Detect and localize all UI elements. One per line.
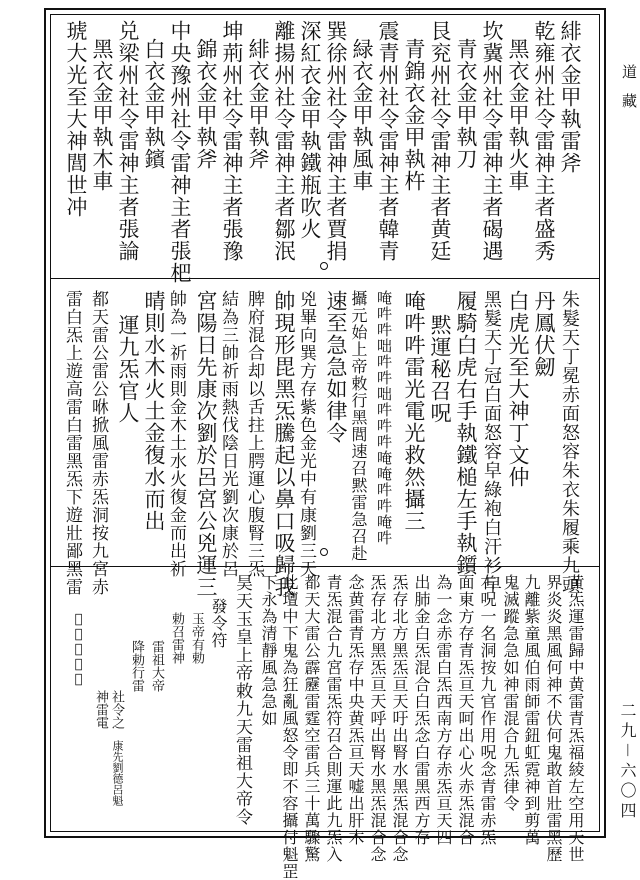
text-column: 運九炁官人 <box>116 314 140 424</box>
text-column: 坤荊州社令雷神主者張豫 <box>220 20 244 262</box>
text-column: 速至急急如律令 <box>324 290 348 444</box>
text-column: 黑髮天丁冠白面怒容皁綠袍白汗衫皁 <box>481 290 502 594</box>
text-column: 坎冀州社令雷神主者碣遇 <box>480 20 504 262</box>
text-column: 宮陽日先康次劉於呂宮公兇運三 <box>194 290 218 598</box>
text-column: 緋衣金甲執雷斧 <box>558 20 582 174</box>
text-column: 錦衣金甲執斧 <box>194 38 218 170</box>
text-column: 青炁混合九宮雷炁符召合則運此九炁入 <box>324 574 343 863</box>
page-number: 二九－六〇四 <box>618 702 637 823</box>
text-column: 都天雷公雷公咻掀風雷赤炁洞按九宮赤 <box>88 290 108 596</box>
text-column: 帥現形毘黑炁騰起以鼻口吸歸我 <box>272 290 296 598</box>
text-column: 面東方存青炁亘天呵出心火赤炁混合 <box>456 574 475 846</box>
text-column: 履騎白虎右手執鐵槌左手執鑕 <box>454 290 478 576</box>
text-column: 唵吽吽雷光電光救然攝三 <box>402 290 426 532</box>
text-column: 唵吽吽咄吽吽咄吽吽吽唵唵吽吽唵吽 <box>375 290 393 546</box>
text-column: 出肺金白炁混合白炁念白雷黑西方存 <box>412 574 431 846</box>
text-column: 緋衣金甲執斧 <box>246 38 270 170</box>
text-column: 中央豫州社令雷神主者張杷 <box>168 20 192 284</box>
divider-circle-mark <box>320 548 328 556</box>
text-column: 琥大光至大神閭世冲 <box>64 20 88 218</box>
text-column: 兑梁州社令雷神主者張論 <box>116 20 140 262</box>
text-column: 巽徐州社令雷神主者賈捐 <box>324 20 348 262</box>
text-column: 丹鳳伏劒 <box>532 290 556 378</box>
text-column: 界炎炎黑風何神不伏何鬼敢首壯雷黑歷 <box>544 574 563 863</box>
text-column: 青衣金甲執刀 <box>454 38 478 170</box>
divider-circle-mark <box>320 262 328 270</box>
text-column: 雷白炁上遊高雷白雷黑炁下遊壯鄙黑雷 <box>62 290 82 596</box>
text-column: 結為三帥祈雨熱伐陰日光劉次康於呂 <box>218 290 238 578</box>
talisman-text: 雷祖大帝 <box>149 640 164 692</box>
text-column: 兇畢向巽方存紫色金光中有康劉三天 <box>296 290 316 578</box>
text-column: 離揚州社令雷神主者鄒泯 <box>272 20 296 262</box>
talisman-text: 神雷電 <box>93 690 108 729</box>
talisman-text: 社令之 <box>109 690 124 729</box>
section-divider-top <box>50 278 600 279</box>
talisman-text: 降勅行雷 <box>129 640 144 692</box>
text-column: 下永為清靜風急急如 <box>259 574 278 727</box>
text-column: 震青州社令雷神主者韓青 <box>376 20 400 262</box>
text-column: 念黄雷青炁存中央黄炁亘天嘘出肝木 <box>346 574 365 846</box>
text-column: 晴則水木火土金復水而出 <box>142 290 166 532</box>
text-column: 發令符 <box>209 598 228 649</box>
text-column: 炁存北方黑炁亘天吁出腎水黑炁混合念 <box>390 574 409 863</box>
talisman-text: 𣇕𣇕欽承帝 <box>71 612 86 687</box>
text-column: 乾雍州社令雷神主者盛秀 <box>532 20 556 262</box>
text-column: 黄炁運雷歸中黄雷青炁福綾左空用天世 <box>566 574 585 863</box>
text-column: 鬼滅蹤急急如神雷混合九炁律令 <box>501 574 520 812</box>
text-column: 昊天玉皇上帝敕九天雷祖大帝令 <box>232 574 252 826</box>
talisman-text: 康先劉德呂魁 <box>111 740 124 806</box>
text-column: 白衣金甲執鑌 <box>142 38 166 170</box>
text-column: 黑衣金甲執木車 <box>90 38 114 192</box>
section-divider-bottom <box>50 566 600 567</box>
text-column: 炁存北方黑炁亘天呼出腎水黑炁混合念 <box>368 574 387 863</box>
text-column: 黑衣金甲執火車 <box>506 38 530 192</box>
text-column: 此壇中下鬼為狂亂風怒令即不容攝付魁罡 <box>280 574 299 880</box>
talisman-text: 玉帝有勅 <box>189 612 204 664</box>
text-column: 白虎光至大神丁文仲 <box>506 290 530 488</box>
text-column: 青錦衣金甲執杵 <box>402 38 426 192</box>
text-column: 都天大雷公霹靂雷霆空雷兵三十萬驟驚 <box>302 574 321 863</box>
text-column: 攝元始上帝敕行黑閭速召黙雷急召赴 <box>349 290 368 562</box>
text-column: 緑衣金甲執風車 <box>350 38 374 192</box>
text-column: 黙運秘召呪 <box>428 314 452 424</box>
talisman-text: 勅召雷神 <box>169 612 184 664</box>
text-column: 深紅衣金甲執鐵瓶吹火 <box>298 20 322 240</box>
text-column: 為一念赤雷白炁西南方存赤炁亘天四 <box>434 574 453 846</box>
text-column: 脾府混合却以舌拄上腭運心腹腎三炁 <box>244 290 264 578</box>
side-label: 道藏 <box>620 64 638 122</box>
text-column: 朱髮天丁冕赤面怒容朱衣朱履乘九頭 <box>559 290 580 594</box>
text-column: 右呪一名洞按九官作用呪念青雷赤炁 <box>478 574 497 846</box>
text-column: 帥為一祈雨則金木土水火復金而出祈 <box>166 290 186 578</box>
text-column: 九離紫童風伯雨師雷鈕虹霓神到剪萬 <box>522 574 541 846</box>
text-column: 艮兖州社令雷神主者黄廷 <box>428 20 452 262</box>
